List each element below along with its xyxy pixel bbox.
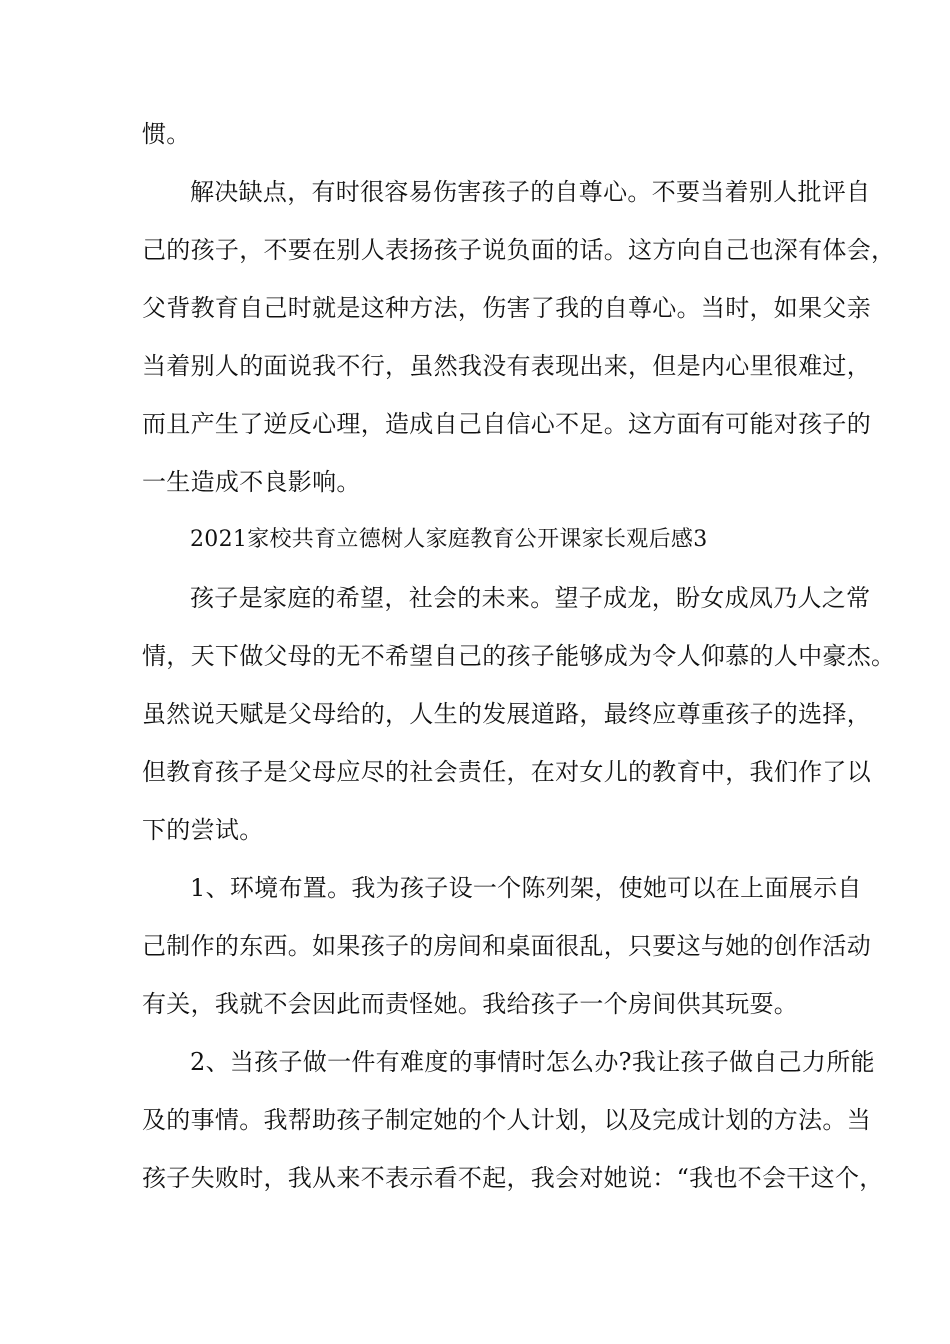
paragraph-start-line: 孩子是家庭的希望，社会的未来。望子成龙，盼女成凤乃人之常 bbox=[190, 584, 871, 612]
text-line: 但教育孩子是父母应尽的社会责任，在对女儿的教育中，我们作了以 bbox=[142, 758, 871, 786]
text-line: 情，天下做父母的无不希望自己的孩子能够成为令人仰慕的人中豪杰。 bbox=[142, 642, 896, 670]
text-line: 及的事情。我帮助孩子制定她的个人计划，以及完成计划的方法。当 bbox=[142, 1106, 871, 1134]
text-line: 己制作的东西。如果孩子的房间和桌面很乱，只要这与她的创作活动 bbox=[142, 932, 871, 960]
text-line: 有关，我就不会因此而责怪她。我给孩子一个房间供其玩耍。 bbox=[142, 990, 799, 1018]
text-line: 孩子失败时，我从来不表示看不起，我会对她说：“我也不会干这个， bbox=[142, 1164, 884, 1192]
text-line: 父背教育自己时就是这种方法，伤害了我的自尊心。当时，如果父亲 bbox=[142, 294, 871, 322]
text-line: 当着别人的面说我不行，虽然我没有表现出来，但是内心里很难过， bbox=[142, 352, 871, 380]
text-line: 惯。 bbox=[142, 120, 191, 148]
text-line: 下的尝试。 bbox=[142, 816, 264, 844]
section-heading: 2021家校共育立德树人家庭教育公开课家长观后感3 bbox=[190, 527, 708, 552]
text-line: 一生造成不良影响。 bbox=[142, 468, 361, 496]
paragraph-start-line: 1、环境布置。我为孩子设一个陈列架，使她可以在上面展示自 bbox=[190, 874, 862, 902]
text-line: 己的孩子，不要在别人表扬孩子说负面的话。这方向自己也深有体会， bbox=[142, 236, 896, 264]
paragraph-start-line: 解决缺点，有时很容易伤害孩子的自尊心。不要当着别人批评自 bbox=[190, 178, 871, 206]
text-line: 虽然说天赋是父母给的，人生的发展道路，最终应尊重孩子的选择， bbox=[142, 700, 871, 728]
text-line: 而且产生了逆反心理，造成自己自信心不足。这方面有可能对孩子的 bbox=[142, 410, 871, 438]
paragraph-start-line: 2、当孩子做一件有难度的事情时怎么办?我让孩子做自己力所能 bbox=[190, 1048, 875, 1076]
